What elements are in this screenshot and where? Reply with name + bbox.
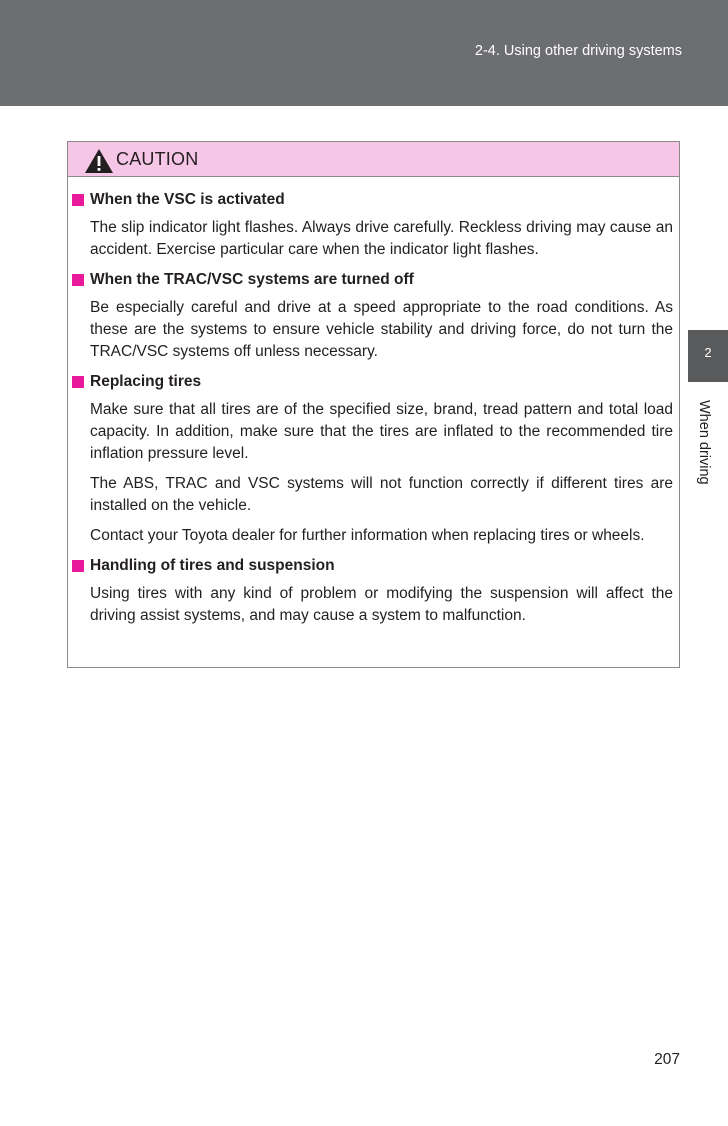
caution-title: CAUTION <box>116 149 199 169</box>
caution-header <box>68 142 679 177</box>
section-heading <box>72 555 673 577</box>
section-heading-text: Replacing tires <box>90 373 202 390</box>
warning-triangle-icon <box>84 148 114 174</box>
section-heading-text: When the VSC is activated <box>90 191 285 208</box>
chapter-tab-label: When driving <box>696 400 712 485</box>
paragraph: Contact your Toyota dealer for further information when replacing tires or wheels. <box>90 527 645 544</box>
section-title: 2-4. Using other driving systems <box>474 43 682 59</box>
section-heading <box>72 269 673 291</box>
chapter-tab[interactable]: 2 <box>688 330 728 382</box>
paragraph: The slip indicator light flashes. Always drive carefully. Reckless driving may cause an accident. Exercise particular care when the indicator light flashes. <box>90 219 673 258</box>
section-heading <box>72 371 673 393</box>
square-bullet-icon <box>72 274 84 286</box>
caution-body <box>68 177 679 627</box>
section-heading-text: When the TRAC/VSC systems are turned off <box>90 271 414 288</box>
page-header <box>0 0 728 106</box>
caution-box <box>67 141 680 668</box>
paragraph: Using tires with any kind of problem or modifying the suspension will affect the driving assist systems, and may cause a system to malfunction. <box>90 585 673 624</box>
section-heading <box>72 189 673 211</box>
paragraph: The ABS, TRAC and VSC systems will not function correctly if different tires are installed on the vehicle. <box>90 475 673 514</box>
page-number: 207 <box>654 1051 680 1068</box>
section-heading-text: Handling of tires and suspension <box>90 557 335 574</box>
square-bullet-icon <box>72 560 84 572</box>
paragraph: Be especially careful and drive at a speed appropriate to the road conditions. As these are the systems to ensure vehicle stability and driving force, do not turn the TRAC/VSC systems off unless necessary. <box>90 299 673 360</box>
square-bullet-icon <box>72 376 84 388</box>
paragraph: Make sure that all tires are of the specified size, brand, tread pattern and total load capacity. In addition, make sure that the tires are inflated to the recommended tire inflation pressure level. <box>90 401 673 462</box>
square-bullet-icon <box>72 194 84 206</box>
